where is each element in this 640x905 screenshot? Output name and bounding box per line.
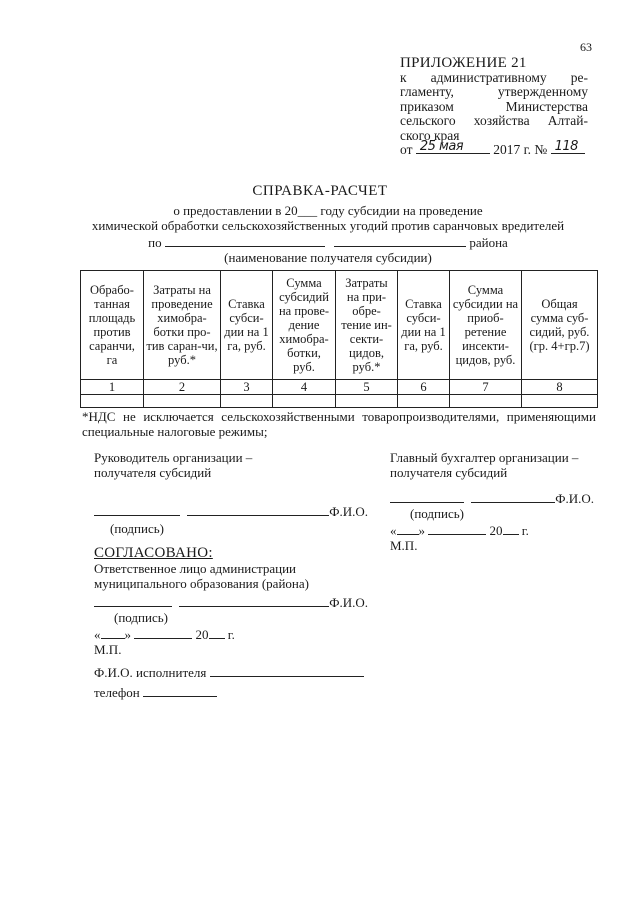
signature-caption: (подпись): [410, 506, 464, 521]
date-close-quote: »: [124, 627, 131, 642]
table-header-cell: Сумма субсидий на прове-дение химобра-ботки, руб.: [273, 271, 336, 380]
date-field: [416, 138, 490, 154]
document-subtitle: [60, 203, 596, 265]
appendix-line: приказом Министерства: [400, 98, 588, 114]
column-number: 3: [221, 380, 273, 395]
fio-line: [471, 489, 555, 503]
signature-caption: (подпись): [110, 521, 164, 536]
date-prefix: от: [400, 142, 413, 157]
stamp-label: М.П.: [390, 538, 418, 553]
column-number: 6: [398, 380, 450, 395]
table-header-cell: Ставка субси-дии на 1 га, руб.: [398, 271, 450, 380]
phone-row: [94, 683, 394, 700]
table-header-cell: Затраты на при-обре-тение ин-секти-цидов, руб.*: [336, 271, 398, 380]
table-cell: [221, 395, 273, 408]
day-field: [397, 521, 419, 535]
column-number: 7: [450, 380, 522, 395]
table-cell: [81, 395, 144, 408]
month-field: [134, 625, 192, 639]
year-prefix: 20: [489, 523, 503, 538]
fio-label: Ф.И.О.: [329, 504, 369, 519]
fio-label: Ф.И.О.: [329, 595, 369, 610]
table-header-cell: Затраты на проведение химобра-ботки про-тив саран-чи, руб.*: [144, 271, 221, 380]
accountant-signature-block: [390, 450, 605, 553]
signature-line: [94, 593, 172, 607]
table-row: [81, 395, 598, 408]
date-row: [94, 625, 394, 642]
stamp-label: М.П.: [94, 642, 122, 657]
executor-label: Ф.И.О. исполнителя: [94, 665, 207, 680]
accountant-title-line: Главный бухгалтер организации –: [390, 450, 579, 465]
executor-field: [210, 663, 364, 677]
table-cell: [450, 395, 522, 408]
signature-line: [390, 489, 464, 503]
appendix-date-line: [400, 138, 588, 158]
column-number: 1: [81, 380, 144, 395]
handwritten-number: 118: [554, 138, 578, 154]
fio-line: [187, 502, 329, 516]
approval-heading: СОГЛАСОВАНО:: [94, 545, 213, 561]
approval-title-line: Ответственное лицо администрации: [94, 561, 297, 576]
year-prefix: 20: [195, 627, 209, 642]
column-number: 2: [144, 380, 221, 395]
subtitle-line: о предоставлении в 20___ году субсидии на проведение: [173, 203, 483, 218]
table-cell: [144, 395, 221, 408]
approval-block: [94, 546, 394, 657]
fio-label: Ф.И.О.: [555, 491, 595, 506]
executor-block: [94, 663, 394, 700]
head-title-line: получателя субсидий: [94, 465, 212, 480]
year-suffix: г.: [227, 627, 235, 642]
date-open-quote: «: [94, 627, 101, 642]
column-number: 8: [522, 380, 598, 395]
table-header-cell: Общая сумма суб-сидий, руб. (гр. 4+гр.7): [522, 271, 598, 380]
handwritten-date: 25 мая: [419, 138, 464, 154]
table-cell: [398, 395, 450, 408]
table-header-row: [81, 271, 598, 380]
signature-line: [94, 502, 180, 516]
appendix-line: сельского хозяйства Алтай-: [400, 113, 588, 128]
region-line: [60, 233, 596, 250]
appendix-line: ского края: [400, 127, 460, 143]
approval-sign-row: [94, 593, 394, 610]
head-signature-block: [94, 450, 384, 536]
appendix-line: к административному ре-: [400, 69, 588, 85]
region-prefix: по: [148, 235, 162, 250]
table-header-cell: Ставка субси-дии на 1 га, руб.: [221, 271, 273, 380]
day-field: [101, 625, 125, 639]
year-field: [503, 521, 519, 535]
region-suffix: района: [469, 235, 508, 250]
date-row: [390, 521, 605, 538]
table-cell: [336, 395, 398, 408]
table-number-row: [81, 380, 598, 395]
calculation-table: [80, 270, 598, 408]
region-field: [334, 233, 466, 247]
year-text: 2017 г. №: [493, 142, 548, 157]
table-cell: [273, 395, 336, 408]
table-header-cell: Сумма субсидии на приоб-ретение инсекти-цидов, руб.: [450, 271, 522, 380]
appendix-heading: ПРИЛОЖЕНИЕ 21: [400, 55, 527, 71]
subtitle-line: химической обработки сельскохозяйственных угодий против саранчовых вредителей: [91, 218, 565, 233]
vat-footnote: *НДС не исключается сельскохозяйственными товаропроизводителями, применяющими специальные налоговые режимы;: [82, 409, 596, 439]
phone-field: [143, 683, 217, 697]
number-field: [551, 138, 585, 154]
head-title-line: Руководитель организации –: [94, 450, 253, 465]
date-open-quote: «: [390, 523, 397, 538]
accountant-sign-row: [390, 489, 605, 506]
approval-title-line: муниципального образования (района): [94, 576, 309, 591]
table-cell: [522, 395, 598, 408]
fio-line: [179, 593, 329, 607]
signature-caption: (подпись): [114, 610, 168, 625]
year-suffix: г.: [521, 523, 529, 538]
phone-label: телефон: [94, 685, 140, 700]
appendix-line: гламенту, утвержденному: [400, 84, 588, 99]
appendix-block: [400, 56, 588, 158]
table-header-cell: Обрабо-танная площадь против саранчи, га: [81, 271, 144, 380]
column-number: 5: [336, 380, 398, 395]
column-number: 4: [273, 380, 336, 395]
document-title: СПРАВКА-РАСЧЕТ: [252, 183, 388, 199]
recipient-caption: (наименование получателя субсидии): [224, 250, 432, 265]
head-sign-row: [94, 502, 384, 519]
month-field: [428, 521, 486, 535]
year-field: [209, 625, 225, 639]
date-close-quote: »: [418, 523, 425, 538]
executor-row: [94, 663, 394, 680]
page-number: 63: [580, 40, 592, 54]
accountant-title-line: получателя субсидий: [390, 465, 508, 480]
recipient-field: [165, 233, 325, 247]
